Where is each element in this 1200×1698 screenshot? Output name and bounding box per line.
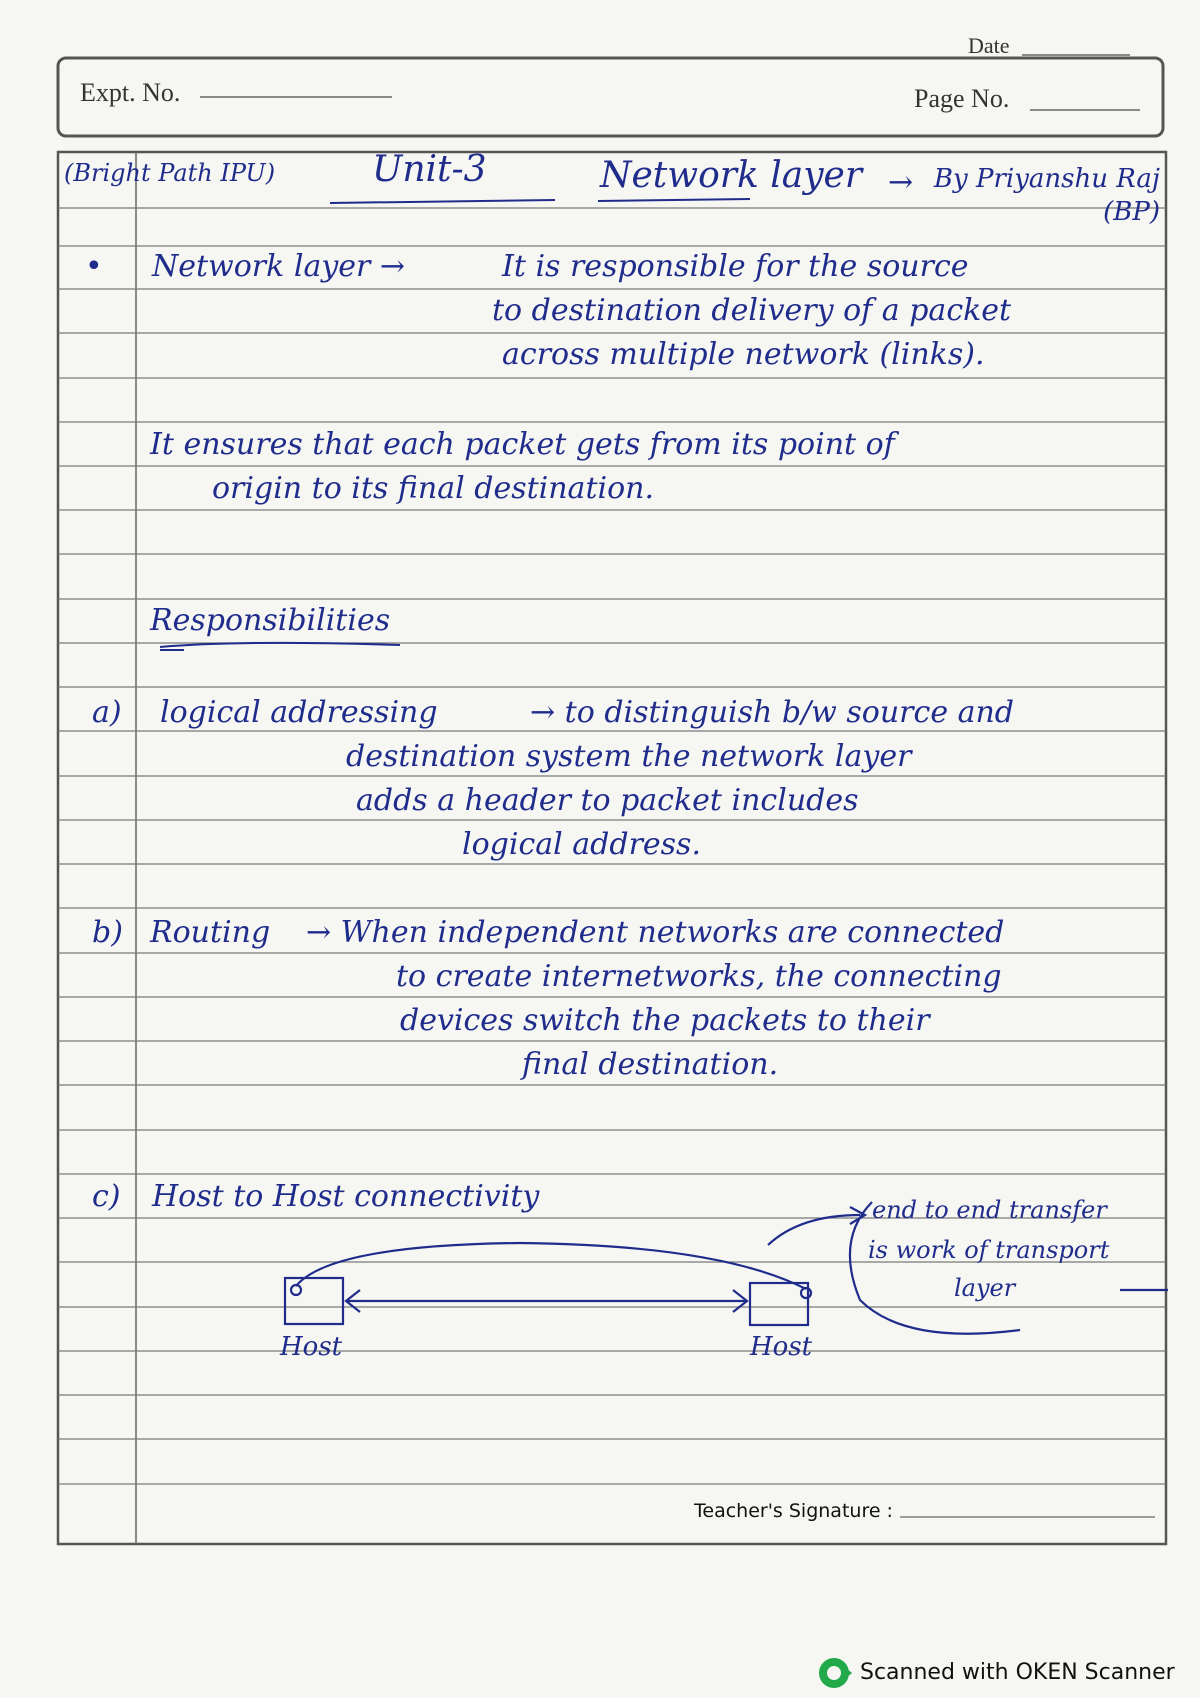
definition-line-1: It is responsible for the source [502,249,969,284]
item-a-marker: a) [92,695,122,730]
note-line-1: end to end transfer [872,1196,1107,1224]
unit-title: Unit-3 [372,149,487,190]
item-a-term: logical addressing [160,695,438,730]
title-arrow: → [888,165,914,200]
item-c-marker: c) [92,1179,121,1214]
item-c-term: Host to Host connectivity [152,1179,540,1214]
item-a-line-1: → to distinguish b/w source and [530,695,1015,730]
bullet: • [85,249,103,284]
item-a-line-2: destination system the network layer [346,739,912,774]
host-left-label: Host [280,1332,343,1362]
host-right-label: Host [750,1332,813,1362]
definition-line-2: to destination delivery of a packet [492,293,1012,328]
responsibilities-heading: Responsibilities [150,603,391,638]
page-no-label: Page No. [914,84,1010,113]
note-line-3: layer [954,1274,1016,1302]
definition-term: Network layer → [152,249,406,284]
source-note: (Bright Path IPU) [64,159,276,187]
ensures-line-1: It ensures that each packet gets from its point of [150,427,895,462]
item-b-line-3: devices switch the packets to their [400,1003,930,1038]
note-line-2: is work of transport [868,1236,1110,1264]
item-b-line-1: → When independent networks are connected [306,915,1005,950]
teacher-signature-label: Teacher's Signature : [694,1500,893,1522]
item-a-line-3: adds a header to packet includes [356,783,859,818]
scanner-watermark: Scanned with OKEN Scanner [860,1660,1175,1685]
ensures-line-2: origin to its final destination. [212,471,655,506]
expt-no-label: Expt. No. [80,78,181,107]
item-b-term: Routing [150,915,271,950]
item-a-line-4: logical address. [462,827,701,862]
item-b-marker: b) [92,915,123,950]
definition-line-3: across multiple network (links). [502,337,985,372]
date-label: Date [968,33,1010,58]
author-note: By Priyanshu Raj (BP) [933,164,1160,227]
item-b-line-2: to create internetworks, the connecting [396,959,1002,994]
topic-title: Network layer [600,155,863,196]
item-b-line-4: final destination. [522,1047,779,1082]
